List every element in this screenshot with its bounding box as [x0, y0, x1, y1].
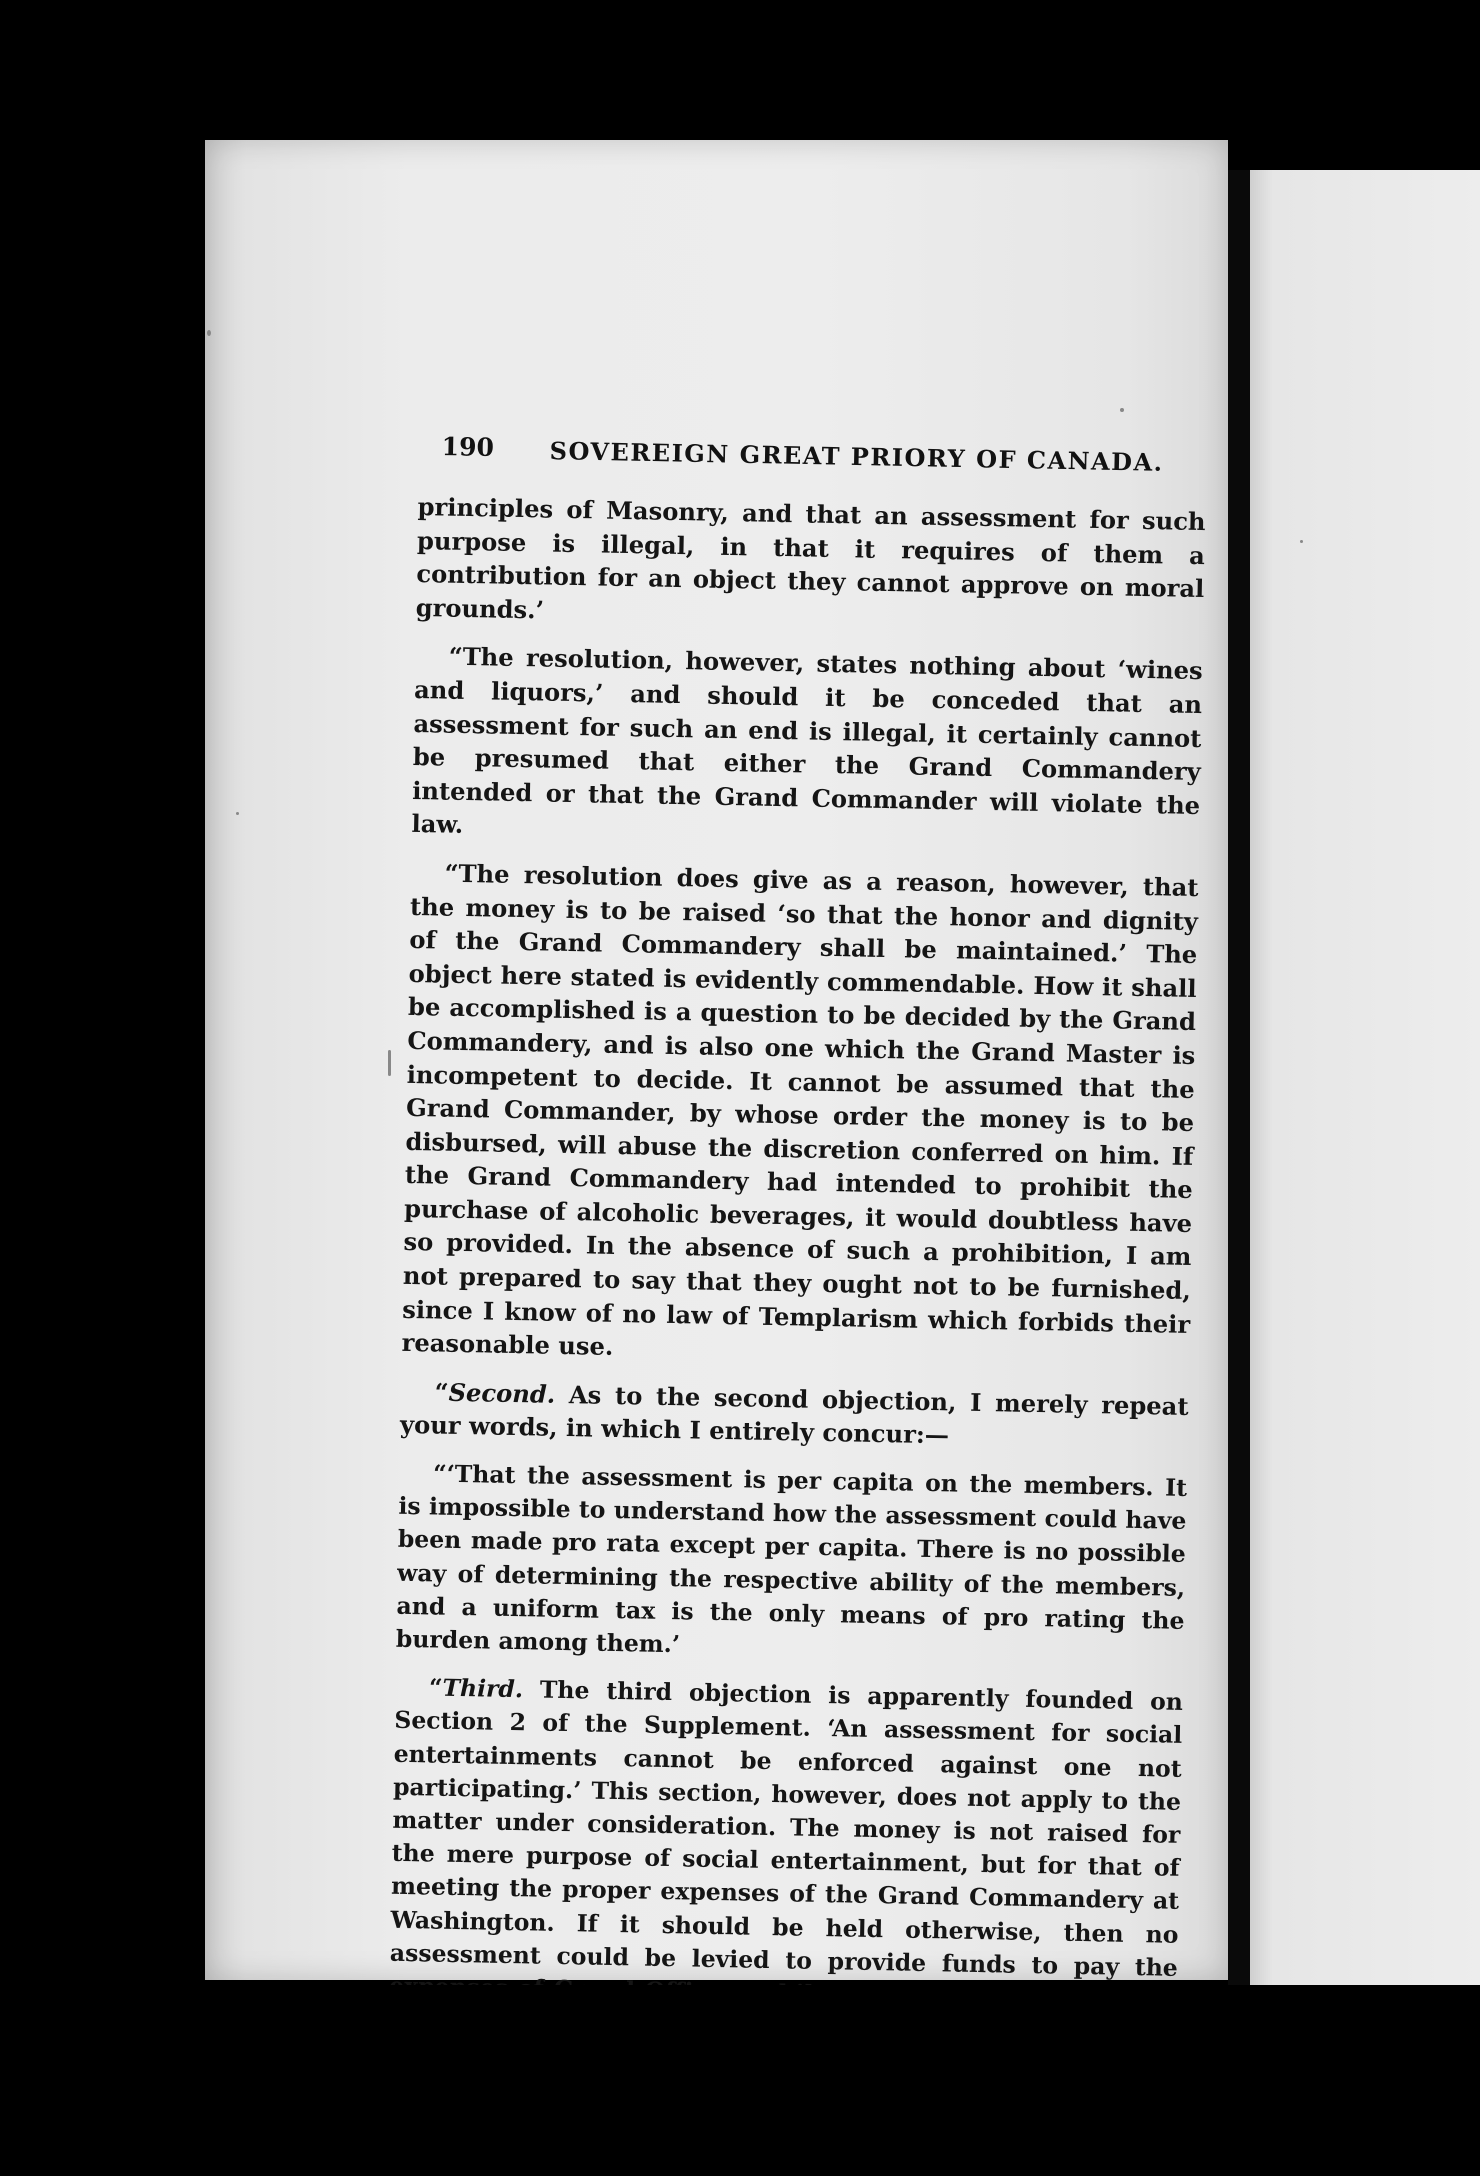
scan-speck — [1300, 540, 1303, 543]
quote-open-mark: “ — [434, 1377, 449, 1407]
film-border-bottom — [0, 1985, 1480, 2176]
running-title: SOVEREIGN GREAT PRIORY OF CANADA. — [549, 436, 1164, 477]
scan-speck — [1120, 408, 1124, 412]
paragraph-4 — [400, 1375, 1189, 1457]
paragraph-6-text: The third objection is apparently founded on Section 2 of the Supplement. ‘An assessment for social entertainments cannot be enforced against one not participating.’ This section, however, does not apply to the matter under consideration. The money is not raised for the mere purpose of social entertainment, but for that of meeting the proper expenses of the Grand Commandery at Washington. If it should be held otherwise, then no assessment could be levied to provide funds to pay the — [389, 1675, 1184, 1982]
paragraph-1: principles of Masonry, and that an assessment for such purpose is illegal, in that it requires of them a contribution for an object they cannot approve on moral grounds.’ — [415, 491, 1206, 625]
page-number: 190 — [441, 432, 495, 462]
right-page — [1250, 170, 1480, 2010]
section-label-third: Third. — [442, 1673, 524, 1704]
paragraph-3: “The resolution does give as a reason, however, that the money is to be raised ‘so that the honor and dignity of the Grand Commandery shall be maintained.’ The object here stated is evidently commendable. How it shall be accomplished is a question to be decided by the Grand Commandery, and is also one which the Grand Master is incompetent to decide. It cannot be assumed that the Grand Commander, by whose order the money is to be disbursed, will abuse the discretion conferred on him. If the Grand Commandery had intended to prohibit the purchase of alcoholic beverages, it would doubtless have so provided. In the absence of such a prohibition, I am not prepared to say that they ought not to be furnished, since I know of no law of Templarism which forbids their reasonable use. — [401, 858, 1199, 1362]
page-gutter — [1228, 170, 1250, 2010]
scan-speck — [207, 330, 211, 336]
paragraph-4-text: As to the second objection, I merely repeat your words, in which I entirely concur:— — [399, 1379, 1189, 1450]
film-border-top — [0, 0, 1480, 140]
scan-speck — [388, 1050, 391, 1076]
paragraph-2: “The resolution, however, states nothing about ‘wines and liquors,’ and should it be conceded that an assessment for such an end is illegal, it certainly cannot be presumed that either the Grand Commandery intended or that the Grand Commander will violate the law. — [411, 641, 1203, 840]
section-label-second: Second. — [448, 1377, 556, 1409]
scan-speck — [236, 812, 239, 815]
quote-open-mark: “ — [428, 1673, 443, 1702]
quoted-paragraph: “‘That the assessment is per capita on the members. It is impossible to understand how the assessment could have been made pro rata except per capita. There is no possible way of determining the respective ability of the members, and a uniform tax is the only means of pro rating the burden among them.’ — [395, 1459, 1188, 1659]
main-text-column — [387, 490, 1205, 2100]
